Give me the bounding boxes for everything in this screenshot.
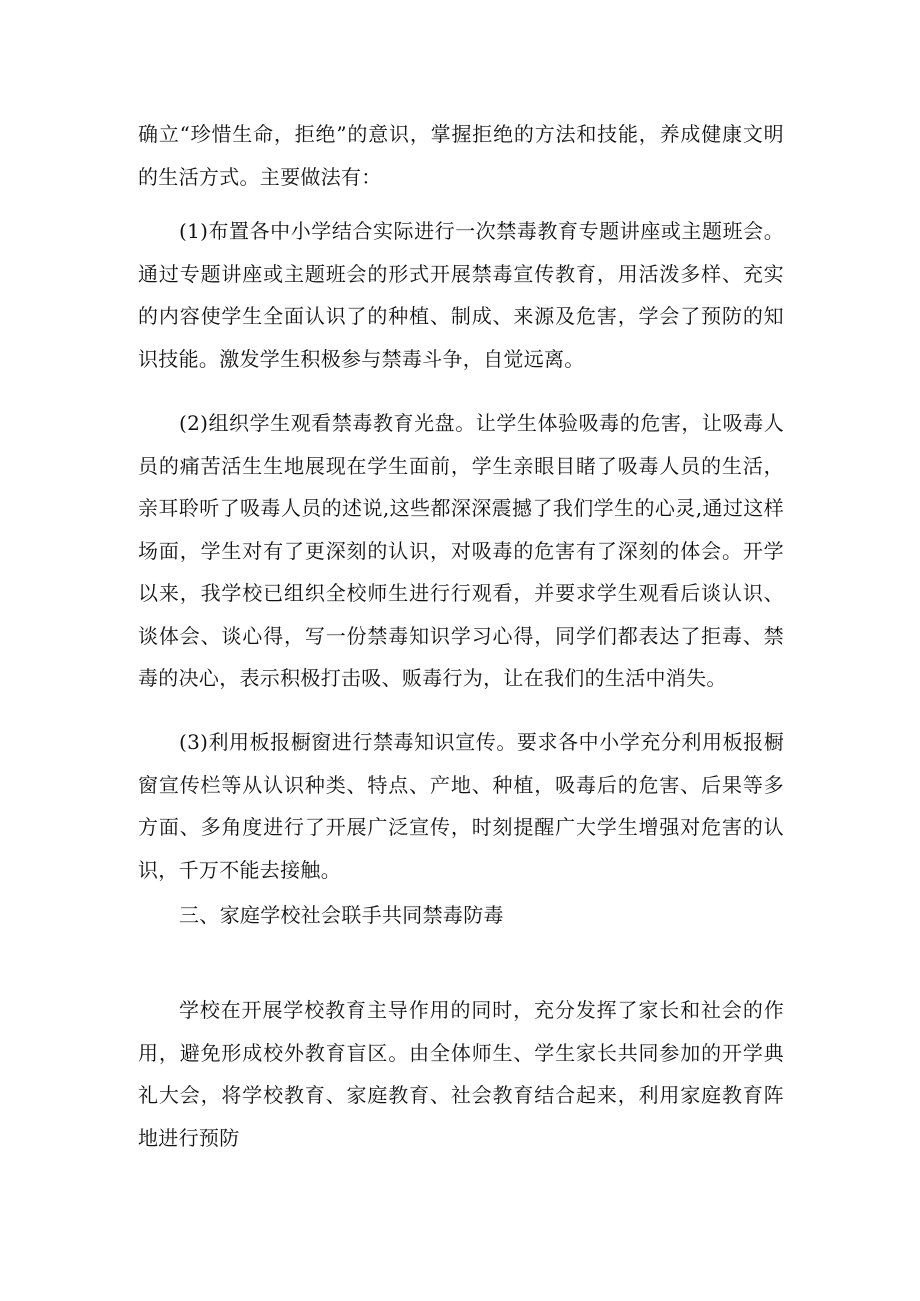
paragraph-item-2: (2)组织学生观看禁毒教育光盘。让学生体验吸毒的危害，让吸毒人员的痛苦活生生地展现在学生面前，学生亲眼目睹了吸毒人员的生活，亲耳聆听了吸毒人员的述说,这些都深深震撼了我们学生的心灵,通过这样场面，学生对有了更深刻的认识，对吸毒的危害有了深刻的体会。开学以来，我学校已组织全校师生进行行观看，并要求学生观看后谈认识、谈体会、谈心得，写一份禁毒知识学习心得，同学们都表达了拒毒、禁毒的决心，表示积极打击吸、贩毒行为，让在我们的生活中消失。: [138, 411, 784, 690]
paragraph-item-3: (3)利用板报橱窗进行禁毒知识宣传。要求各中小学充分利用板报橱窗宣传栏等从认识种类、特点、产地、种植，吸毒后的危害、后果等多方面、多角度进行了开展广泛宣传，时刻提醒广大学生增强对危害的认识，千万不能去接触。: [138, 730, 784, 882]
paragraph-item-1: (1)布置各中小学结合实际进行一次禁毒教育专题讲座或主题班会。通过专题讲座或主题班会的形式开展禁毒宣传教育，用活泼多样、充实的内容使学生全面认识了的种植、制成、来源及危害，学会了预防的知识技能。激发学生积极参与禁毒斗争，自觉远离。: [138, 219, 784, 371]
paragraph-section-body: 学校在开展学校教育主导作用的同时，充分发挥了家长和社会的作用，避免形成校外教育盲区。由全体师生、学生家长共同参加的开学典礼大会，将学校教育、家庭教育、社会教育结合起来，利用家庭教育阵地进行预防: [138, 998, 784, 1150]
paragraph-intro: 确立“珍惜生命，拒绝”的意识，掌握拒绝的方法和技能，养成健康文明的生活方式。主要做法有：: [138, 122, 784, 189]
section-heading: 三、家庭学校社会联手共同禁毒防毒: [179, 903, 504, 927]
